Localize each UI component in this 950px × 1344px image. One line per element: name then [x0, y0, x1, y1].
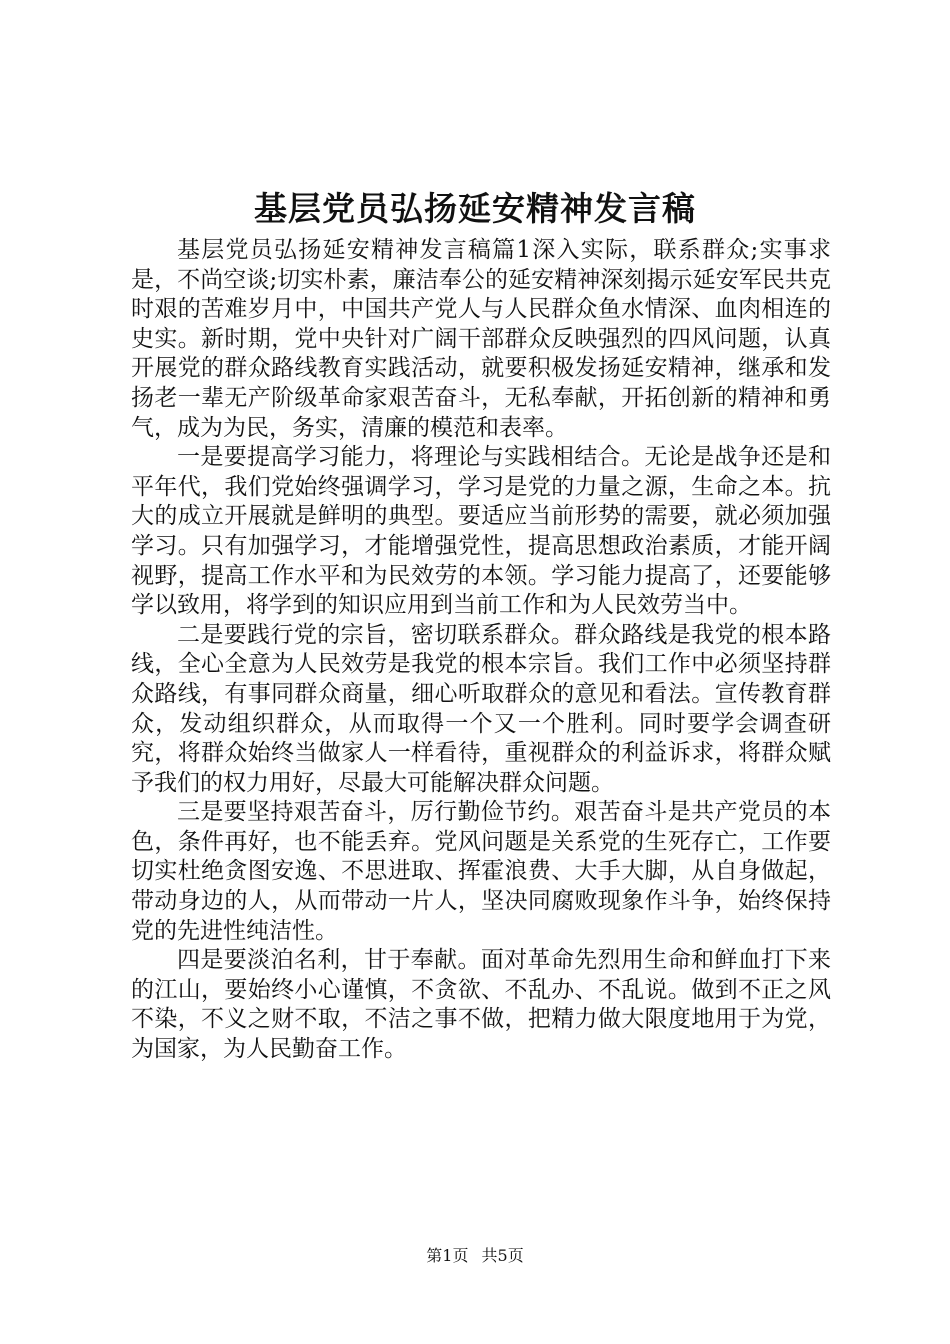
paragraph-point-four: 四是要淡泊名利，甘于奉献。面对革命先烈用生命和鲜血打下来的江山，要始终小心谨慎，不贪欲、不乱办、不乱说。做到不正之风不染，不义之财不取，不洁之事不做，把精力做大限度地用于为党，为国家，为人民勤奋工作。: [131, 947, 831, 1063]
document-body: [131, 236, 831, 1065]
paragraph-point-three: 三是要坚持艰苦奋斗，厉行勤俭节约。艰苦奋斗是共产党员的本色，条件再好，也不能丢弃。党风问题是关系党的生死存亡，工作要切实杜绝贪图安逸、不思进取、挥霍浪费、大手大脚，从自身做起，带动身边的人，从而带动一片人，坚决同腐败现象作斗争，始终保持党的先进性纯洁性。: [131, 799, 831, 944]
document-title: 基层党员弘扬延安精神发言稿: [254, 189, 696, 228]
page-number: 第1页: [426, 1246, 469, 1265]
paragraph-point-one: 一是要提高学习能力，将理论与实践相结合。无论是战争还是和平年代，我们党始终强调学习，学习是党的力量之源，生命之本。抗大的成立开展就是鲜明的典型。要适应当前形势的需要，就必须加强学习。只有加强学习，才能增强党性，提高思想政治素质，才能开阔视野，提高工作水平和为民效劳的本领。学习能力提高了，还要能够学以致用，将学到的知识应用到当前工作和为人民效劳当中。: [131, 444, 831, 619]
page-total: 共5页: [481, 1246, 524, 1265]
page-footer: [0, 1246, 950, 1266]
paragraph-intro: 基层党员弘扬延安精神发言稿篇1深入实际，联系群众;实事求是，不尚空谈;切实朴素，廉洁奉公的延安精神深刻揭示延安军民共克时艰的苦难岁月中，中国共产党人与人民群众鱼水情深、血肉相连的史实。新时期，党中央针对广阔干部群众反映强烈的四风问题，认真开展党的群众路线教育实践活动，就要积极发扬延安精神，继承和发扬老一辈无产阶级革命家艰苦奋斗，无私奉献，开拓创新的精神和勇气，成为为民，务实，清廉的模范和表率。: [131, 237, 831, 441]
paragraph-point-two: 二是要践行党的宗旨，密切联系群众。群众路线是我党的根本路线，全心全意为人民效劳是我党的根本宗旨。我们工作中必须坚持群众路线，有事同群众商量，细心听取群众的意见和看法。宣传教育群众，发动组织群众，从而取得一个又一个胜利。同时要学会调查研究，将群众始终当做家人一样看待，重视群众的利益诉求，将群众赋予我们的权力用好，尽最大可能解决群众问题。: [131, 621, 831, 796]
